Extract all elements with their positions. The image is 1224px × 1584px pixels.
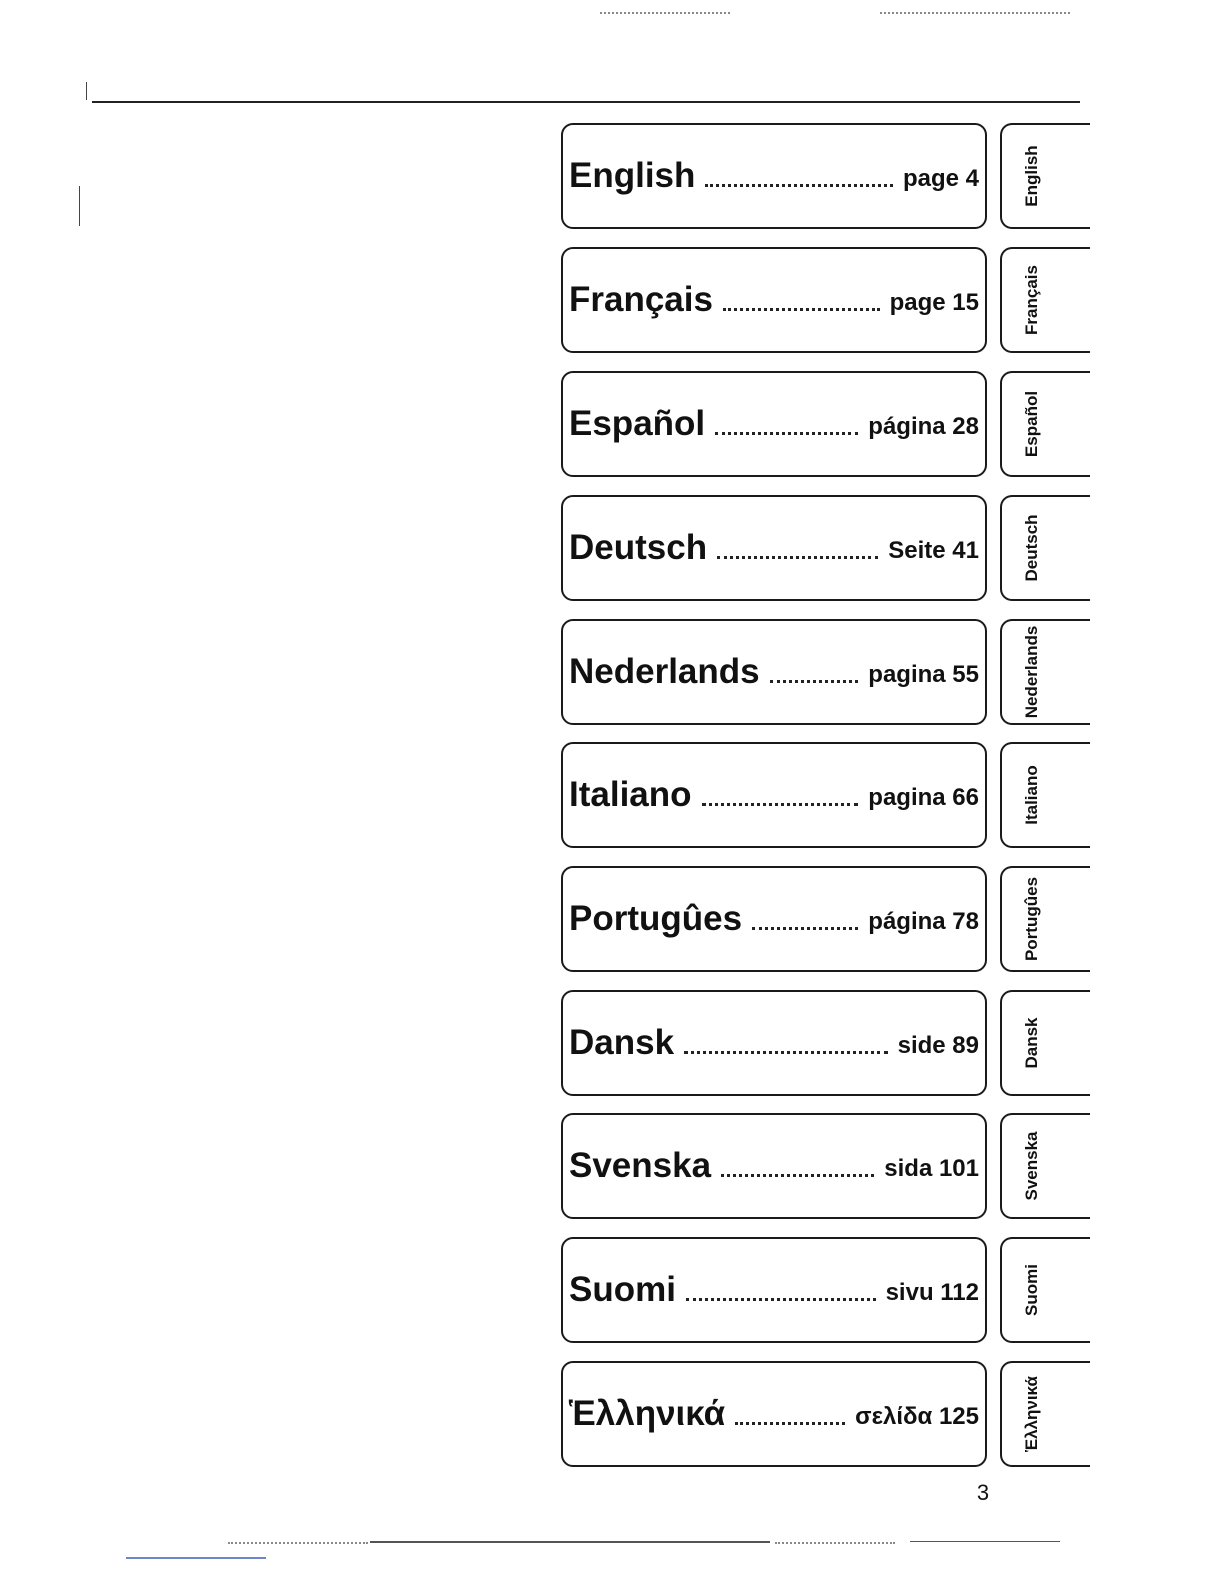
tab-label: Español	[1022, 390, 1041, 458]
tab-label: Svenska	[1022, 1131, 1041, 1201]
tab-label: Suomi	[1022, 1264, 1041, 1316]
dot-leader	[770, 680, 859, 683]
entry-language: Ἑλληνικά	[569, 1394, 726, 1433]
entry-language: Dansk	[569, 1023, 675, 1062]
entry-english[interactable]	[561, 123, 987, 229]
tab-deutsch[interactable]	[1000, 495, 1090, 601]
entry-nederlands[interactable]	[561, 619, 987, 725]
entry-page-ref: sida 101	[884, 1155, 979, 1182]
entry-page-ref: Seite 41	[888, 537, 979, 564]
tab-espanol[interactable]	[1000, 371, 1090, 477]
dot-leader	[702, 803, 859, 806]
entry-espanol[interactable]	[561, 371, 987, 477]
tab-svenska[interactable]	[1000, 1113, 1090, 1219]
entry-page-ref: page 4	[902, 165, 979, 192]
scan-artifact	[228, 1542, 368, 1544]
dot-leader	[735, 1422, 845, 1425]
dot-leader	[752, 927, 858, 930]
entry-page-ref: side 89	[897, 1032, 979, 1059]
entry-language: Portugûes	[569, 899, 743, 938]
tab-label: Français	[1022, 265, 1041, 335]
entry-deutsch[interactable]	[561, 495, 987, 601]
scan-artifact	[910, 1541, 1060, 1542]
entry-italiano[interactable]	[561, 742, 987, 848]
entry-ellinika[interactable]	[561, 1361, 987, 1467]
entry-language: English	[569, 156, 696, 195]
dot-leader	[686, 1298, 876, 1301]
entry-francais[interactable]	[561, 247, 987, 353]
entry-page-ref: página 28	[868, 413, 979, 440]
scan-artifact	[775, 1542, 895, 1544]
entry-page-ref: σελίδα 125	[855, 1403, 979, 1430]
scan-artifact	[126, 1557, 266, 1559]
entry-page-ref: pagina 55	[868, 661, 979, 688]
tab-label: Deutsch	[1022, 514, 1041, 582]
tab-ellinika[interactable]	[1000, 1361, 1090, 1467]
entry-language: Nederlands	[569, 652, 760, 691]
tab-dansk[interactable]	[1000, 990, 1090, 1096]
scan-artifact	[370, 1541, 770, 1543]
tab-label: Dansk	[1022, 1017, 1041, 1069]
tab-italiano[interactable]	[1000, 742, 1090, 848]
entry-language: Italiano	[569, 775, 692, 814]
tab-label: English	[1022, 145, 1041, 207]
tab-label: Nederlands	[1022, 625, 1041, 719]
dot-leader	[723, 308, 880, 311]
tab-label: Portugûes	[1022, 876, 1041, 962]
entry-language: Svenska	[569, 1146, 712, 1185]
entry-language: Français	[569, 280, 713, 319]
entry-page-ref: page 15	[889, 289, 979, 316]
dot-leader	[721, 1174, 874, 1177]
entry-page-ref: sivu 112	[885, 1279, 979, 1306]
entry-portugues[interactable]	[561, 866, 987, 972]
entry-suomi[interactable]	[561, 1237, 987, 1343]
tab-suomi[interactable]	[1000, 1237, 1090, 1343]
tab-portugues[interactable]	[1000, 866, 1090, 972]
tab-label: Italiano	[1022, 765, 1041, 825]
page-number: 3	[976, 1480, 990, 1505]
tab-english[interactable]	[1000, 123, 1090, 229]
entry-language: Suomi	[569, 1270, 676, 1309]
tab-nederlands[interactable]	[1000, 619, 1090, 725]
dot-leader	[684, 1051, 888, 1054]
entry-page-ref: pagina 66	[868, 784, 979, 811]
tab-francais[interactable]	[1000, 247, 1090, 353]
entry-language: Español	[569, 404, 706, 443]
dot-leader	[715, 432, 858, 435]
entry-svenska[interactable]	[561, 1113, 987, 1219]
entry-dansk[interactable]	[561, 990, 987, 1096]
dot-leader	[717, 556, 878, 559]
tab-label: Ἑλληνικά	[1022, 1376, 1041, 1452]
entry-page-ref: página 78	[868, 908, 979, 935]
entry-language: Deutsch	[569, 528, 708, 567]
dot-leader	[705, 184, 893, 187]
